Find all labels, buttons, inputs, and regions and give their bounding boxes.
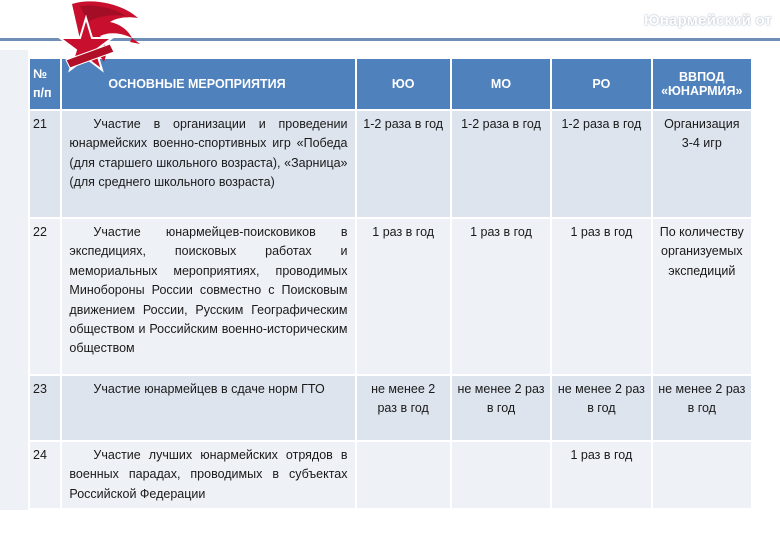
column-header-ro: РО	[552, 59, 650, 109]
row-number: 24	[30, 442, 60, 508]
row-number: 22	[30, 219, 60, 374]
event-description: Участие в организации и проведении юнармейских военно-спортивных игр «Победа (для старшего школьного возраста), «Зарница» (для среднего школьного возраста)	[62, 111, 354, 217]
frequency-vvpod	[653, 442, 751, 508]
frequency-yuo: не менее 2 раз в год	[357, 376, 450, 440]
frequency-ro: 1-2 раза в год	[552, 111, 650, 217]
table-row	[30, 442, 751, 508]
frequency-yuo: 1 раз в год	[357, 219, 450, 374]
table-row	[30, 111, 751, 217]
table-row	[30, 219, 751, 374]
frequency-mo	[452, 442, 550, 508]
frequency-ro: не менее 2 раз в год	[552, 376, 650, 440]
frequency-ro: 1 раз в год	[552, 442, 650, 508]
event-description: Участие юнармейцев-поисковиков в экспедициях, поисковых работах и мемориальных мероприятиях, проводимых Минобороны России совместно с Поисковым движением России, Русским Географическим обществом и Российским военно-историческим обществом	[62, 219, 354, 374]
row-number: 21	[30, 111, 60, 217]
column-header-mo: МО	[452, 59, 550, 109]
yunarmiya-logo-icon	[50, 0, 142, 86]
event-description: Участие лучших юнармейских отрядов в военных парадах, проводимых в субъектах Российской Федерации	[62, 442, 354, 508]
brand-text: Юнармейский от	[644, 12, 772, 29]
frequency-mo: 1-2 раза в год	[452, 111, 550, 217]
frequency-yuo	[357, 442, 450, 508]
row-number: 23	[30, 376, 60, 440]
column-header-events: ОСНОВНЫЕ МЕРОПРИЯТИЯ	[62, 59, 354, 109]
column-header-yuo: ЮО	[357, 59, 450, 109]
column-header-number: № п/п	[30, 59, 60, 109]
frequency-mo: 1 раз в год	[452, 219, 550, 374]
frequency-ro: 1 раз в год	[552, 219, 650, 374]
frequency-vvpod: не менее 2 раз в год	[653, 376, 751, 440]
frequency-yuo: 1-2 раза в год	[357, 111, 450, 217]
events-table	[28, 57, 753, 510]
column-header-vvpod: ВВПОД «ЮНАРМИЯ»	[653, 59, 751, 109]
frequency-mo: не менее 2 раз в год	[452, 376, 550, 440]
frequency-vvpod: По количеству организуемых экспедиций	[653, 219, 751, 374]
frequency-vvpod: Организация 3-4 игр	[653, 111, 751, 217]
event-description: Участие юнармейцев в сдаче норм ГТО	[62, 376, 354, 440]
table-row	[30, 376, 751, 440]
left-margin-strip	[0, 50, 28, 510]
